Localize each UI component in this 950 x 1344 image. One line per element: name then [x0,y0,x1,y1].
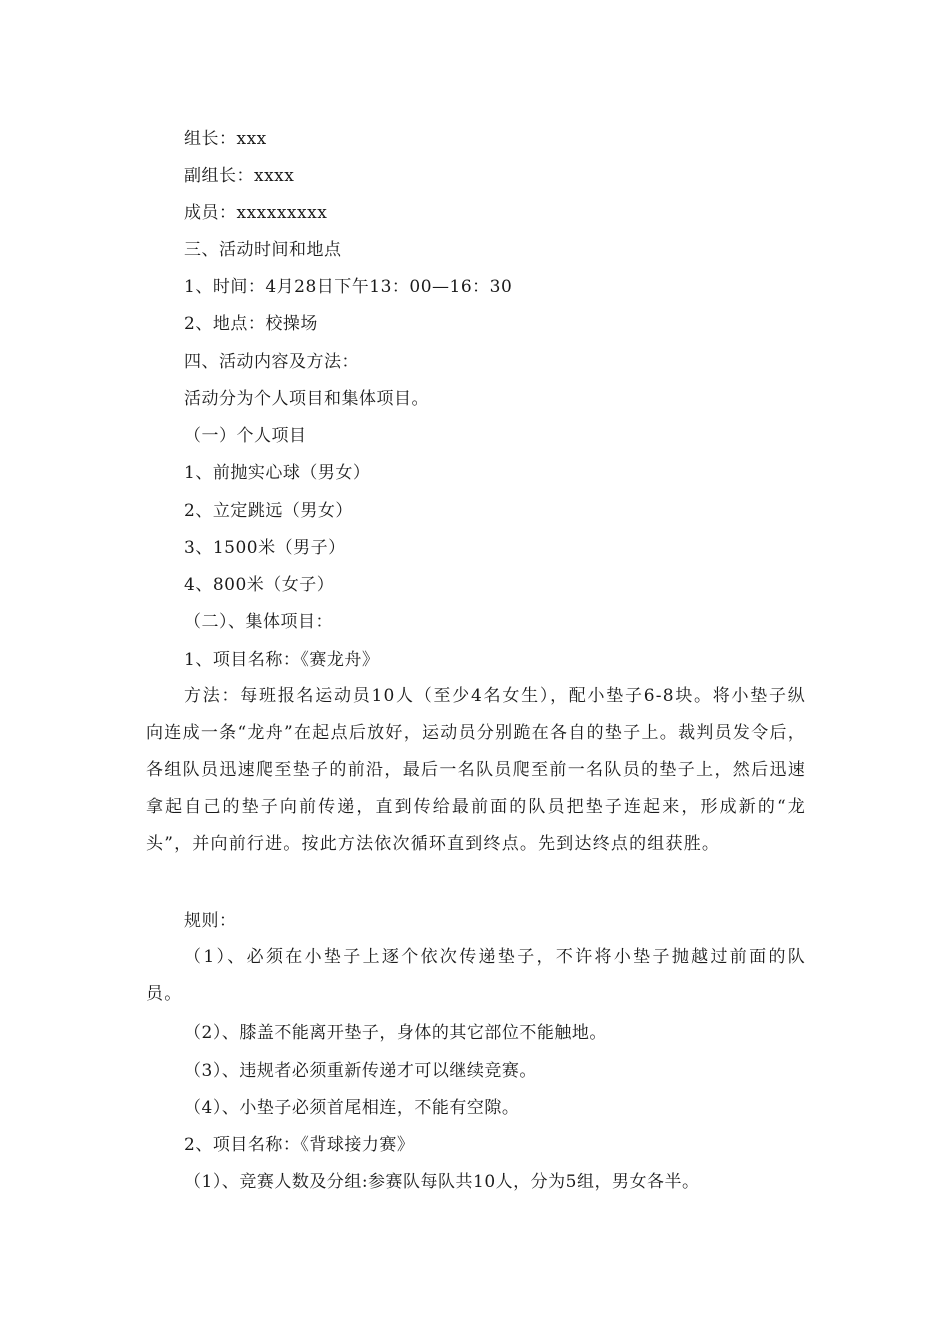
rule-3-line: （3）、违规者必须重新传递才可以继续竞赛。 [184,1061,537,1081]
members-line: 成员：xxxxxxxxx [184,203,328,223]
project-2-item-1: （1）、竞赛人数及分组:参赛队每队共10人，分为5组，男女各半。 [184,1172,700,1192]
section-heading-time-place: 三、活动时间和地点 [184,240,342,260]
individual-projects-heading: （一）个人项目 [184,426,307,446]
section-heading-content-method: 四、活动内容及方法： [184,352,359,372]
individual-item-4: 4、800米（女子） [184,575,335,595]
rule-4-line: （4）、小垫子必须首尾相连，不能有空隙。 [184,1098,520,1118]
project-1-name: 1、项目名称：《赛龙舟》 [184,650,380,670]
individual-item-3: 3、1500米（男子） [184,538,346,558]
leader-line: 组长：xxx [184,129,267,149]
vice-leader-line: 副组长：xxxx [184,166,295,186]
individual-item-1: 1、前抛实心球（男女） [184,463,371,483]
intro-line: 活动分为个人项目和集体项目。 [184,389,429,409]
place-line: 2、地点：校操场 [184,314,318,334]
method-paragraph: 方法：每班报名运动员10人（至少4名女生），配小垫子6-8块。将小垫子纵向连成一条“龙舟”在起点后放好，运动员分别跪在各自的垫子上。裁判员发令后，各组队员迅速爬至垫子的前沿，最后一名队员爬至前一名队员的垫子上，然后迅速拿起自己的垫子向前传递，直到传给最前面的队员把垫子连起来，形成新的“龙头”，并向前行进。按此方法依次循环直到终点。先到达终点的组获胜。 [146,686,806,854]
rule-1-paragraph: （1）、必须在小垫子上逐个依次传递垫子，不许将小垫子抛越过前面的队员。 [146,947,806,1004]
time-line: 1、时间：4月28日下午13：00—16：30 [184,277,513,297]
group-projects-heading: （二）、集体项目： [184,612,333,632]
rule-2-line: （2）、膝盖不能离开垫子，身体的其它部位不能触地。 [184,1023,607,1043]
individual-item-2: 2、立定跳远（男女） [184,501,353,521]
project-2-name: 2、项目名称：《背球接力赛》 [184,1135,415,1155]
rules-label: 规则： [184,911,237,931]
